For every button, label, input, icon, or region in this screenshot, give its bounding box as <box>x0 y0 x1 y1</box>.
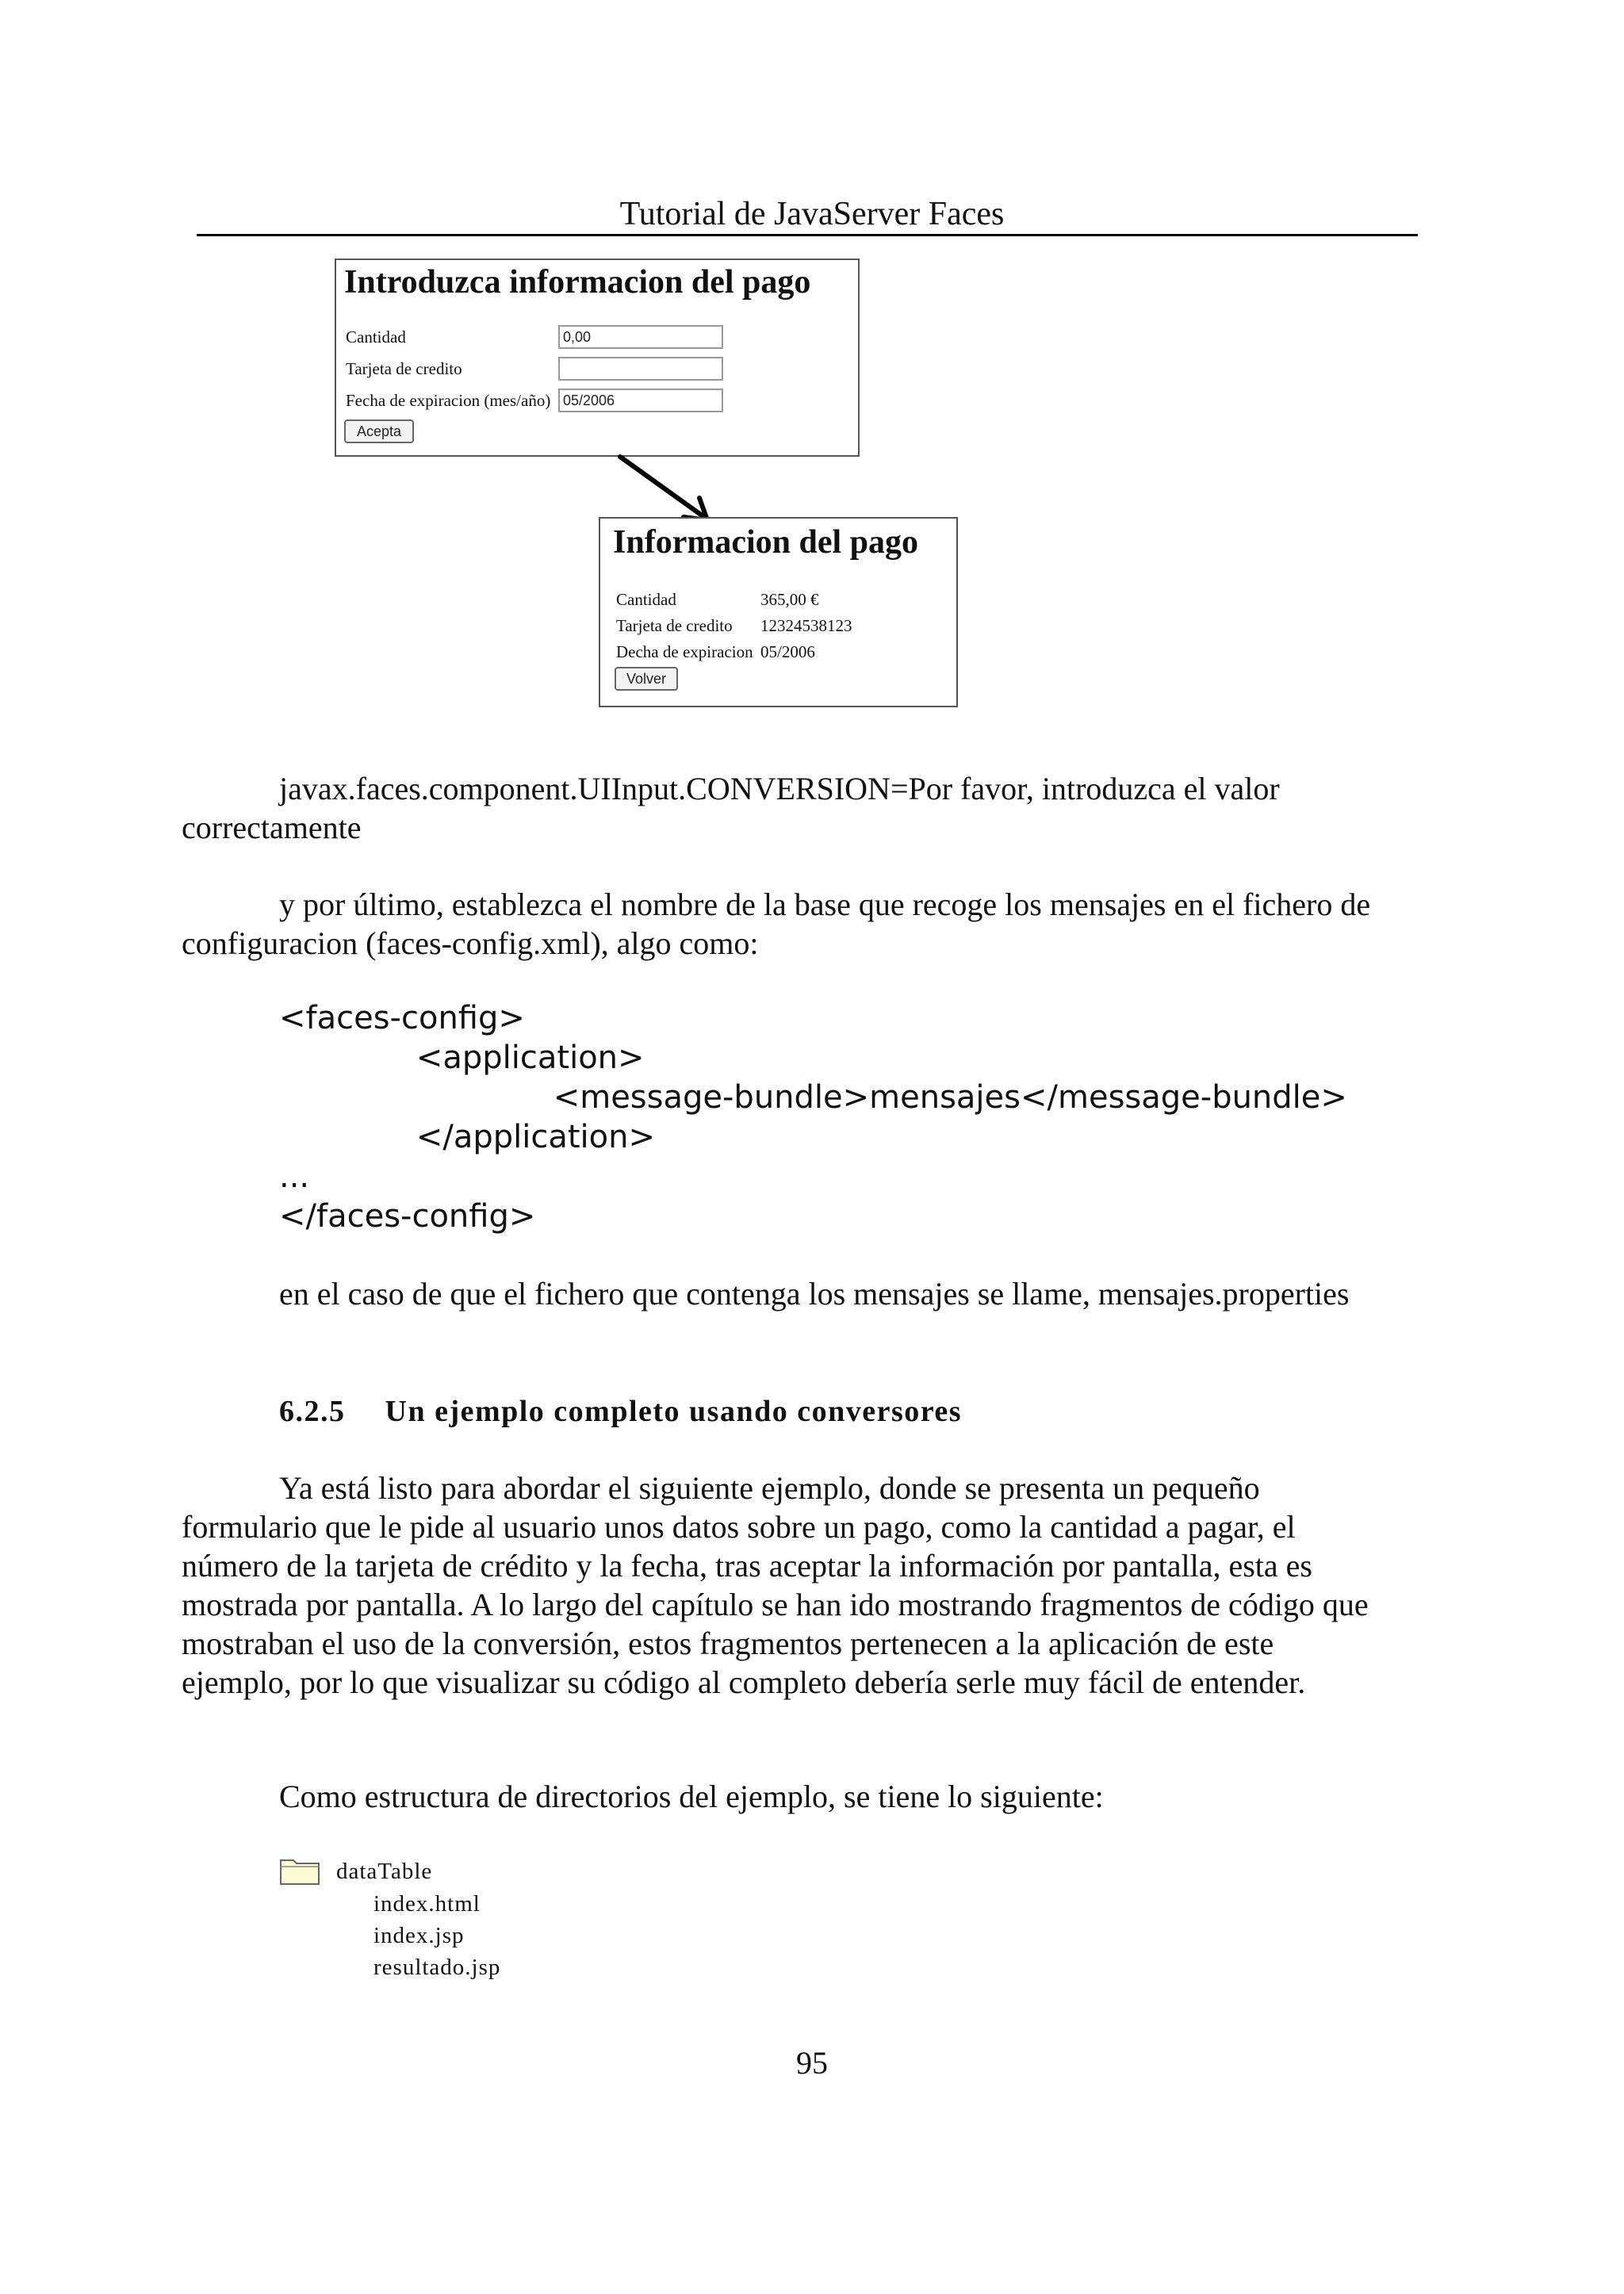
paragraph-line: correctamente <box>182 810 362 845</box>
result-value-fecha: 05/2006 <box>760 642 815 661</box>
paragraph-line: javax.faces.component.UIInput.CONVERSION=Por favor, introduzca el valor <box>279 771 1280 806</box>
paragraph-conversion <box>182 769 1434 847</box>
form-screenshot <box>335 259 860 457</box>
fecha-input[interactable]: 05/2006 <box>558 389 723 412</box>
paragraph-line: Ya está listo para abordar el siguiente ejemplo, donde se presenta un pequeño <box>279 1470 1260 1506</box>
volver-button[interactable]: Volver <box>615 667 678 691</box>
section-heading <box>279 1393 962 1430</box>
code-line: <application> <box>376 1040 645 1076</box>
tarjeta-input[interactable] <box>558 357 723 381</box>
code-line: ... <box>279 1158 310 1195</box>
code-line: <message-bundle>mensajes</message-bundle> <box>473 1079 1347 1116</box>
paragraph-line: número de la tarjeta de crédito y la fecha, tras aceptar la información por pantalla, esta es <box>182 1548 1312 1584</box>
paragraph-line: y por último, establezca el nombre de la base que recoge los mensajes en el fichero de <box>279 887 1371 922</box>
page-number: 95 <box>796 2045 828 2081</box>
result-label-fecha: Decha de expiracion <box>616 642 753 661</box>
section-title: Un ejemplo completo usando conversores <box>385 1395 963 1428</box>
result-value-cantidad: 365,00 € <box>760 590 819 609</box>
arrow-icon <box>611 449 722 528</box>
result-label-cantidad: Cantidad <box>616 590 676 609</box>
paragraph-line: formulario que le pide al usuario unos datos sobre un pago, como la cantidad a pagar, el <box>182 1509 1296 1545</box>
form-title: Introduzca informacion del pago <box>344 264 811 301</box>
field-label-tarjeta: Tarjeta de credito <box>346 359 462 378</box>
section-number: 6.2.5 <box>279 1395 346 1428</box>
code-block <box>279 998 1347 1236</box>
result-value-tarjeta: 12324538123 <box>760 616 852 635</box>
tree-folder-name: dataTable <box>336 1859 433 1884</box>
paragraph-line: ejemplo, por lo que visualizar su código al completo debería serle muy fácil de entender. <box>182 1664 1306 1700</box>
result-label-tarjeta: Tarjeta de credito <box>616 616 733 635</box>
tree-file: resultado.jsp <box>373 1955 501 1980</box>
running-header: Tutorial de JavaServer Faces <box>619 196 1005 232</box>
tree-file: index.html <box>373 1891 481 1917</box>
code-line: <faces-config> <box>279 1000 525 1036</box>
paragraph-line: configuracion (faces-config.xml), algo como: <box>182 925 759 961</box>
field-label-fecha: Fecha de expiracion (mes/año) <box>346 391 551 410</box>
code-line: </application> <box>376 1119 656 1155</box>
result-screenshot <box>599 517 958 707</box>
header-rule <box>197 234 1418 236</box>
folder-icon <box>279 1855 322 1887</box>
code-line: </faces-config> <box>279 1198 536 1235</box>
paragraph-directory: Como estructura de directorios del ejemplo, se tiene lo siguiente: <box>279 1779 1104 1814</box>
cantidad-input[interactable]: 0,00 <box>558 325 723 349</box>
result-title: Informacion del pago <box>613 524 919 561</box>
paragraph-config <box>182 885 1434 963</box>
acepta-button[interactable]: Acepta <box>344 419 414 443</box>
tree-file: index.jsp <box>373 1923 465 1948</box>
paragraph-example <box>182 1469 1434 1702</box>
paragraph-line: mostraban el uso de la conversión, estos fragmentos pertenecen a la aplicación de este <box>182 1626 1274 1661</box>
paragraph-line: mostrada por pantalla. A lo largo del capítulo se han ido mostrando fragmentos de código que <box>182 1587 1369 1622</box>
paragraph-properties: en el caso de que el fichero que contenga los mensajes se llame, mensajes.properties <box>279 1276 1350 1312</box>
field-label-cantidad: Cantidad <box>346 327 406 347</box>
